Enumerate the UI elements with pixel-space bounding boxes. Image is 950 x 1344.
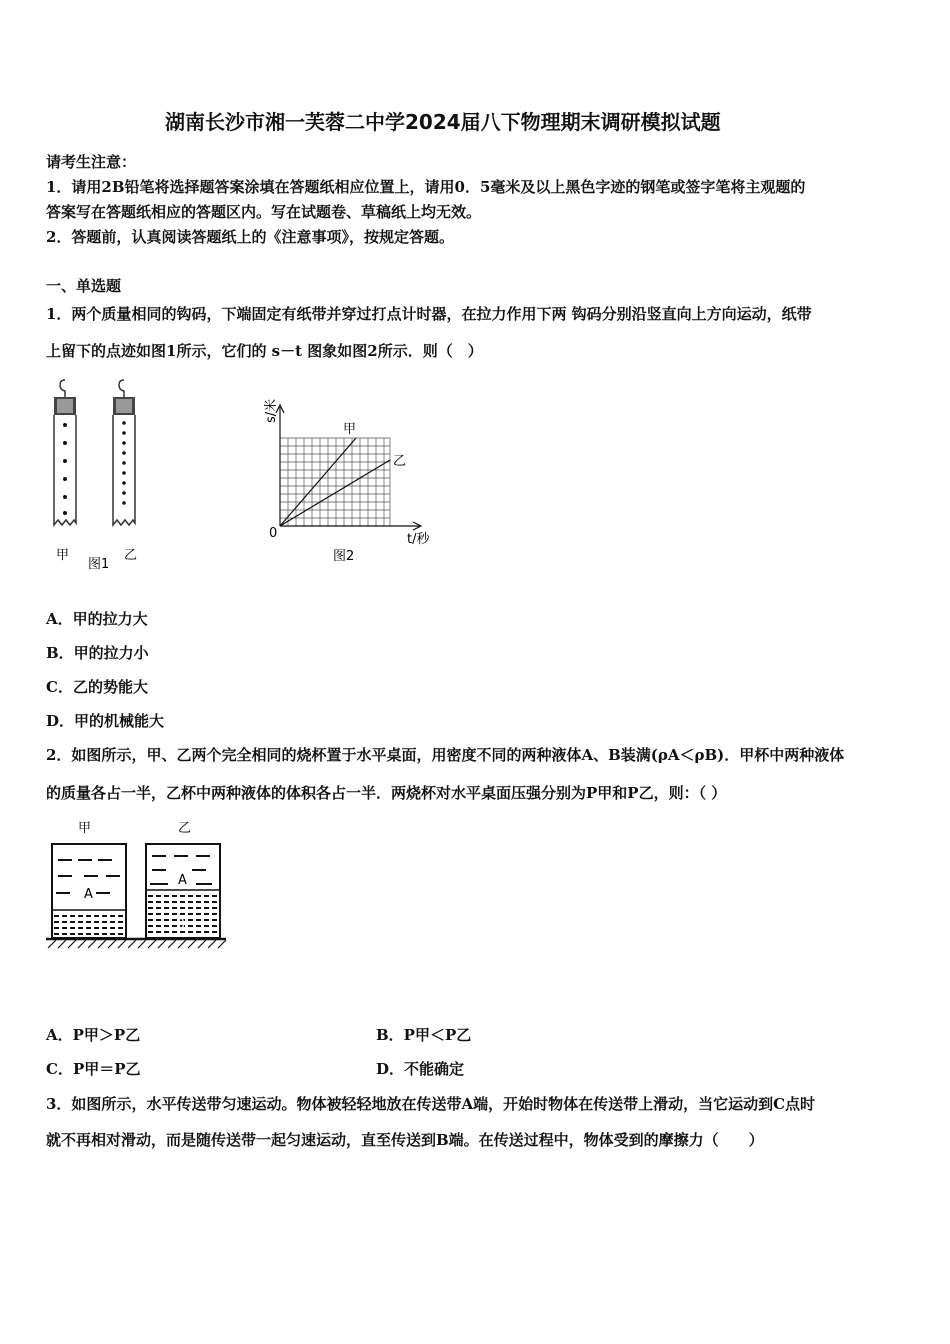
fig2-line-a-label: 甲 bbox=[343, 422, 357, 437]
q1-figure-2 bbox=[255, 395, 455, 570]
notice-line-1a: 1．请用2B铅笔将选择题答案涂填在答题纸相应位置上，请用0．5毫米及以上黑色字迹的钢笔或签字笔将主观题的 bbox=[46, 178, 806, 196]
q1-option-a: A．甲的拉力大 bbox=[46, 610, 148, 628]
fig2-x-label: t/秒 bbox=[407, 532, 430, 547]
section-heading: 一、单选题 bbox=[46, 277, 122, 295]
fig2-line-b-label: 乙 bbox=[393, 454, 407, 469]
fig1-label-b: 乙 bbox=[124, 548, 138, 563]
q1-option-c: C．乙的势能大 bbox=[46, 678, 148, 696]
fig2-origin: 0 bbox=[269, 526, 278, 541]
q2-option-d: D．不能确定 bbox=[376, 1060, 465, 1078]
fig1-caption: 图1 bbox=[88, 557, 110, 572]
beaker-a-label: 甲 bbox=[78, 821, 92, 836]
q2-line-1: 2．如图所示，甲、乙两个完全相同的烧杯置于水平桌面，用密度不同的两种液体A、B装满(ρA＜ρB)．甲杯中两种液体 bbox=[46, 746, 845, 764]
fig2-caption: 图2 bbox=[333, 549, 355, 564]
q2-line-2: 的质量各占一半，乙杯中两种液体的体积各占一半．两烧杯对水平桌面压强分别为P甲和P乙，则：（ ） bbox=[46, 784, 727, 802]
page-title: 湖南长沙市湘一芙蓉二中学2024届八下物理期末调研模拟试题 bbox=[165, 110, 721, 134]
q3-line-1: 3．如图所示，水平传送带匀速运动。物体被轻轻地放在传送带A端，开始时物体在传送带上滑动，当它运动到C点时 bbox=[46, 1095, 816, 1113]
beaker-b-label: 乙 bbox=[178, 821, 192, 836]
notice-line-2: 2．答题前，认真阅读答题纸上的《注意事项》，按规定答题。 bbox=[46, 228, 454, 246]
fig2-y-label: s/米 bbox=[264, 398, 279, 423]
q1-line-1: 1．两个质量相同的钩码，下端固定有纸带并穿过打点计时器，在拉力作用下两 钩码分别沿竖直向上方向运动，纸带 bbox=[46, 305, 812, 323]
beaker-b-liquid-a: A bbox=[178, 873, 187, 888]
q1-figure-1 bbox=[40, 375, 160, 575]
q2-figure-beakers bbox=[44, 818, 229, 958]
q1-option-d: D．甲的机械能大 bbox=[46, 712, 165, 730]
beaker-a-liquid-a: A bbox=[84, 887, 93, 902]
notice-heading: 请考生注意： bbox=[46, 153, 137, 171]
fig1-label-a: 甲 bbox=[56, 548, 70, 563]
q3-line-2: 就不再相对滑动，而是随传送带一起匀速运动，直至传送到B端。在传送过程中，物体受到的摩擦力（ ） bbox=[46, 1131, 764, 1149]
q2-option-c: C．P甲＝P乙 bbox=[46, 1060, 141, 1078]
q1-line-2: 上留下的点迹如图1所示，它们的 s－t 图象如图2所示．则（ ） bbox=[46, 342, 483, 360]
beaker-b-liquid-b: B bbox=[176, 917, 185, 932]
q2-option-b: B．P甲＜P乙 bbox=[376, 1026, 472, 1044]
q1-option-b: B．甲的拉力小 bbox=[46, 644, 149, 662]
q2-option-a: A．P甲＞P乙 bbox=[46, 1026, 141, 1044]
notice-line-1b: 答案写在答题纸相应的答题区内。写在试题卷、草稿纸上均无效。 bbox=[46, 203, 482, 221]
